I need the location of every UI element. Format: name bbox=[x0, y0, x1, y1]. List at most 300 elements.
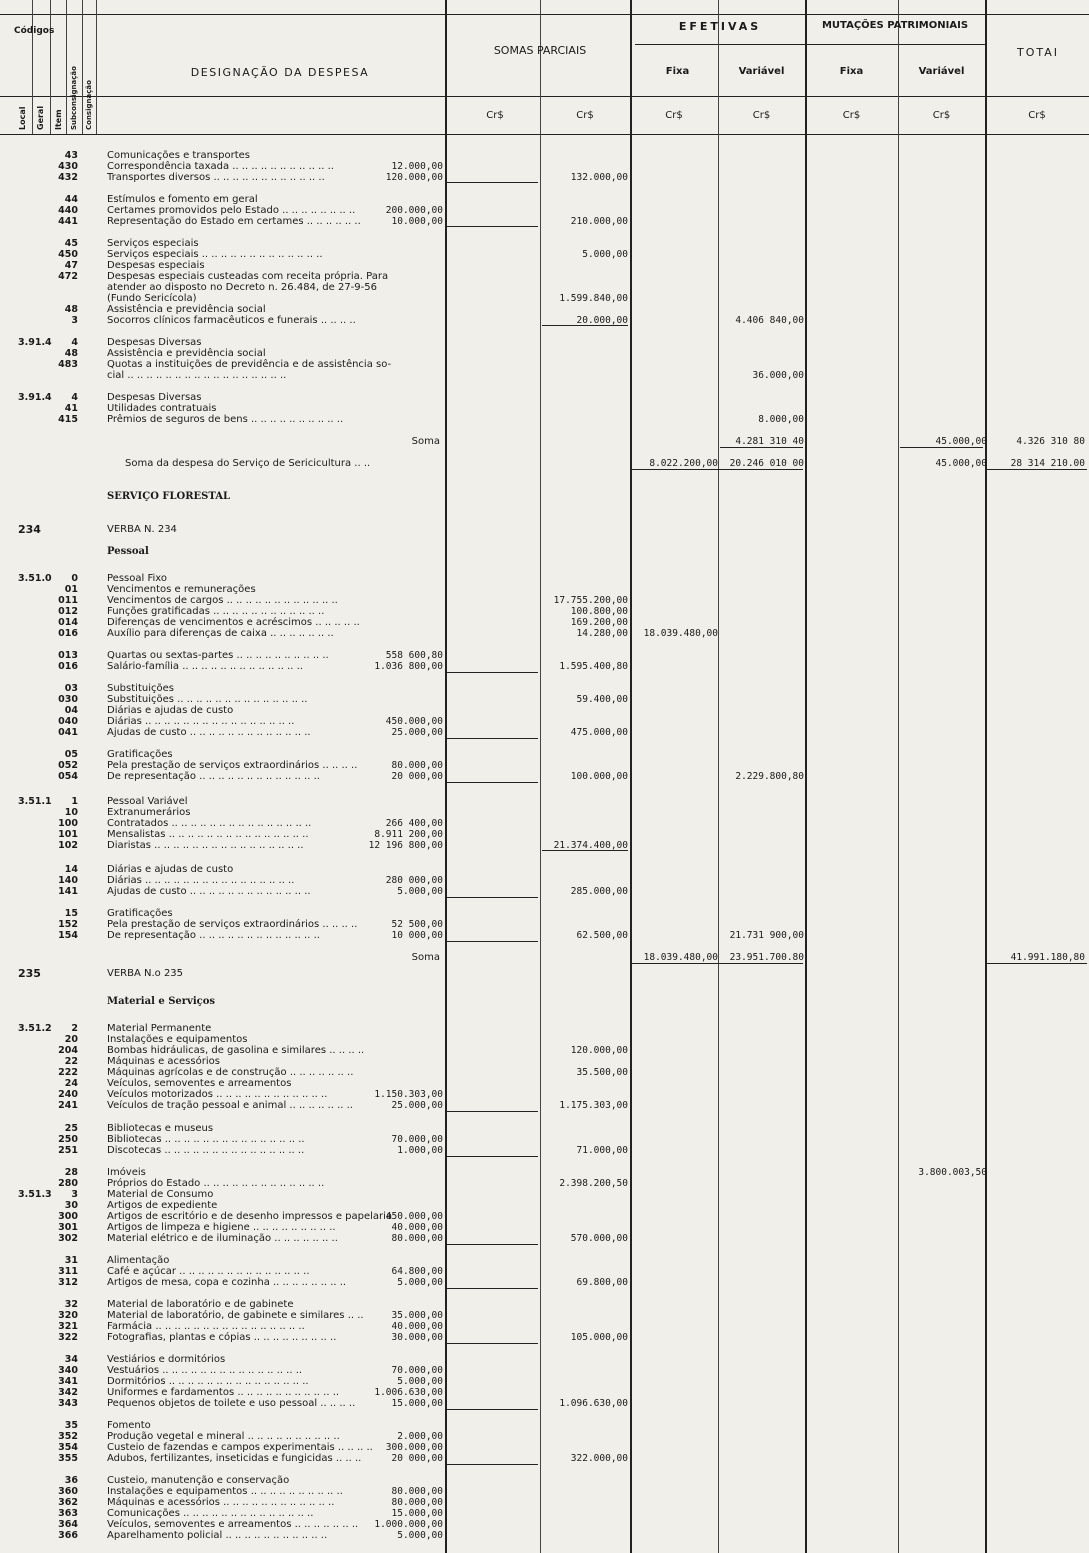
table-row bbox=[0, 1233, 1089, 1244]
amount-c2: 59.400,00 bbox=[576, 694, 628, 705]
table-row bbox=[0, 1530, 1089, 1541]
item-code: 430 bbox=[58, 161, 78, 172]
expense-description: Ajudas de custo .. .. .. .. .. .. .. .. .. .. .. .. .. bbox=[107, 886, 311, 897]
expense-description: Máquinas e acessórios bbox=[107, 1056, 220, 1067]
amount-c1: 300.000,00 bbox=[385, 1442, 443, 1453]
expense-description: Material elétrico e de iluminação .. .. .. .. .. .. .. bbox=[107, 1233, 338, 1244]
expense-description: Auxílio para diferenças de caixa .. .. .. .. .. .. .. bbox=[107, 628, 334, 639]
table-row bbox=[0, 370, 1089, 381]
header-efetivas-variavel: Variável bbox=[738, 66, 785, 77]
table-row bbox=[0, 1365, 1089, 1376]
table-row bbox=[0, 1023, 1089, 1034]
amount-c1: 558 600,80 bbox=[385, 650, 443, 661]
item-code: 241 bbox=[58, 1100, 78, 1111]
amount-c2: 120.000,00 bbox=[570, 1045, 628, 1056]
header-designacao: DESIGNAÇÃO DA DESPESA bbox=[190, 66, 370, 79]
table-row bbox=[0, 436, 1089, 447]
item-code: 05 bbox=[64, 749, 78, 760]
header-efetivas: EFETIVAS bbox=[678, 20, 762, 33]
expense-description: Gratificações bbox=[107, 749, 173, 760]
amount-c2: 5.000,00 bbox=[582, 249, 628, 260]
amount-c2: 21.374.400,00 bbox=[553, 840, 628, 851]
currency-total: Cr$ bbox=[1028, 110, 1046, 121]
amount-c1: 20 000,00 bbox=[391, 771, 443, 782]
expense-description: Substituições .. .. .. .. .. .. .. .. .. .. .. .. .. .. bbox=[107, 694, 308, 705]
amount-c1: 30.000,00 bbox=[391, 1332, 443, 1343]
table-row bbox=[0, 1508, 1089, 1519]
item-code: 48 bbox=[64, 304, 78, 315]
amount-c1: 450.000,00 bbox=[385, 1211, 443, 1222]
expense-description: Vestiários e dormitórios bbox=[107, 1354, 226, 1365]
item-code: 36 bbox=[64, 1475, 78, 1486]
table-row bbox=[0, 807, 1089, 818]
header-code-local: Local bbox=[18, 106, 27, 130]
item-code: 441 bbox=[58, 216, 78, 227]
amount-c1: 64.800,00 bbox=[391, 1266, 443, 1277]
item-code: 340 bbox=[58, 1365, 78, 1376]
item-code: 014 bbox=[58, 617, 78, 628]
soma-label: Soma bbox=[411, 952, 440, 963]
table-row bbox=[0, 337, 1089, 348]
item-code: 040 bbox=[58, 716, 78, 727]
item-code: 250 bbox=[58, 1134, 78, 1145]
amount-c4: 20.246 010 00 bbox=[729, 458, 804, 469]
amount-c2: 169.200,00 bbox=[570, 617, 628, 628]
expense-description: Material Permanente bbox=[107, 1023, 212, 1034]
item-code: 1 bbox=[71, 796, 78, 807]
amount-c1: 1.036 800,00 bbox=[374, 661, 443, 672]
amount-c1: 10.000,00 bbox=[391, 216, 443, 227]
item-code: 01 bbox=[64, 584, 78, 595]
currency-somas-2: Cr$ bbox=[576, 110, 594, 121]
amount-c1: 5.000,00 bbox=[397, 1277, 443, 1288]
expense-description: Utilidades contratuais bbox=[107, 403, 217, 414]
amount-c2: 132.000,00 bbox=[570, 172, 628, 183]
item-code: 14 bbox=[64, 864, 78, 875]
expense-description: SERVIÇO FLORESTAL bbox=[107, 491, 231, 502]
subtotal-rule bbox=[542, 325, 628, 326]
table-row bbox=[0, 683, 1089, 694]
table-row bbox=[0, 249, 1089, 260]
amount-c1: 80.000,00 bbox=[391, 1233, 443, 1244]
expense-description: Vestuários .. .. .. .. .. .. .. .. .. .. .. .. .. .. .. bbox=[107, 1365, 303, 1376]
header-mutacoes-fixa: Fixa bbox=[839, 66, 864, 77]
amount-c1: 40.000,00 bbox=[391, 1321, 443, 1332]
expense-description: Socorros clínicos farmacêuticos e funerais .. .. .. .. bbox=[107, 315, 356, 326]
table-row bbox=[0, 705, 1089, 716]
table-row bbox=[0, 919, 1089, 930]
expense-description: VERBA N.o 235 bbox=[107, 968, 184, 979]
amount-c4: 23.951.700.80 bbox=[729, 952, 804, 963]
amount-c4: 8.000,00 bbox=[758, 414, 804, 425]
item-code: 041 bbox=[58, 727, 78, 738]
amount-c7: 4.326 310 80 bbox=[1016, 436, 1085, 447]
item-code: 28 bbox=[64, 1167, 78, 1178]
amount-c3: 8.022.200,00 bbox=[649, 458, 718, 469]
header-mutacoes-variavel: Variável bbox=[918, 66, 965, 77]
expense-description: Máquinas e acessórios .. .. .. .. .. .. .. .. .. .. .. .. bbox=[107, 1497, 335, 1508]
item-code: 016 bbox=[58, 661, 78, 672]
item-code: 32 bbox=[64, 1299, 78, 1310]
table-row bbox=[0, 150, 1089, 161]
table-row bbox=[0, 727, 1089, 738]
expense-description: Material de Consumo bbox=[107, 1189, 214, 1200]
table-row bbox=[0, 1387, 1089, 1398]
expense-description: Despesas Diversas bbox=[107, 337, 202, 348]
table-row bbox=[0, 1486, 1089, 1497]
table-row bbox=[0, 1497, 1089, 1508]
item-code: 415 bbox=[58, 414, 78, 425]
expense-description: Alimentação bbox=[107, 1255, 170, 1266]
expense-description: Serviços especiais .. .. .. .. .. .. .. .. .. .. .. .. .. bbox=[107, 249, 323, 260]
table-row bbox=[0, 1321, 1089, 1332]
item-code: 360 bbox=[58, 1486, 78, 1497]
item-code: 222 bbox=[58, 1067, 78, 1078]
expense-description: Comunicações .. .. .. .. .. .. .. .. .. .. .. .. .. .. bbox=[107, 1508, 314, 1519]
expense-description: Prêmios de seguros de bens .. .. .. .. .. .. .. .. .. .. bbox=[107, 414, 344, 425]
item-code: 15 bbox=[64, 908, 78, 919]
expense-description: Serviços especiais bbox=[107, 238, 199, 249]
table-row bbox=[0, 1453, 1089, 1464]
expense-description: Material e Serviços bbox=[107, 996, 216, 1007]
header-code-geral: Geral bbox=[36, 105, 45, 130]
item-code: 204 bbox=[58, 1045, 78, 1056]
expense-description: Bombas hidráulicas, de gasolina e similares .. .. .. .. bbox=[107, 1045, 365, 1056]
currency-efetivas-fixa: Cr$ bbox=[665, 110, 683, 121]
expense-description: Dormitórios .. .. .. .. .. .. .. .. .. .. .. .. .. .. .. bbox=[107, 1376, 309, 1387]
item-code: 34 bbox=[64, 1354, 78, 1365]
item-code: 240 bbox=[58, 1089, 78, 1100]
table-row bbox=[0, 260, 1089, 271]
table-row bbox=[0, 796, 1089, 807]
expense-description: Artigos de limpeza e higiene .. .. .. .. .. .. .. .. .. bbox=[107, 1222, 336, 1233]
table-row bbox=[0, 829, 1089, 840]
table-row bbox=[0, 1222, 1089, 1233]
table-row bbox=[0, 628, 1089, 639]
expense-description: Diárias .. .. .. .. .. .. .. .. .. .. .. .. .. .. .. .. bbox=[107, 716, 295, 727]
table-row bbox=[0, 1420, 1089, 1431]
table-row bbox=[0, 1145, 1089, 1156]
item-code: 432 bbox=[58, 172, 78, 183]
subtotal-rule bbox=[900, 447, 983, 448]
amount-c2: 1.599.840,00 bbox=[559, 293, 628, 304]
expense-description: Máquinas agrícolas e de construção .. .. .. .. .. .. .. bbox=[107, 1067, 354, 1078]
expense-description: Diárias e ajudas de custo bbox=[107, 864, 234, 875]
item-code: 450 bbox=[58, 249, 78, 260]
item-code: 321 bbox=[58, 1321, 78, 1332]
amount-c1: 2.000,00 bbox=[397, 1431, 443, 1442]
header-efetivas-fixa: Fixa bbox=[665, 66, 690, 77]
expense-description: Custeio de fazendas e campos experimentais .. .. .. .. bbox=[107, 1442, 373, 1453]
item-code: 052 bbox=[58, 760, 78, 771]
amount-c1: 1.000.000,00 bbox=[374, 1519, 443, 1530]
expense-description: Fotografias, plantas e cópias .. .. .. .. .. .. .. .. .. bbox=[107, 1332, 337, 1343]
item-code: 43 bbox=[64, 150, 78, 161]
expense-description: Diárias .. .. .. .. .. .. .. .. .. .. .. .. .. .. .. .. bbox=[107, 875, 295, 886]
table-row bbox=[0, 1354, 1089, 1365]
expense-description: Artigos de expediente bbox=[107, 1200, 218, 1211]
item-code: 364 bbox=[58, 1519, 78, 1530]
subtotal-rule bbox=[447, 1156, 538, 1157]
item-code: 311 bbox=[58, 1266, 78, 1277]
amount-c2: 475.000,00 bbox=[570, 727, 628, 738]
expense-description: Pessoal Variável bbox=[107, 796, 188, 807]
item-code: 0 bbox=[71, 573, 78, 584]
expense-description: Extranumerários bbox=[107, 807, 191, 818]
subtotal-rule bbox=[447, 672, 538, 673]
item-code: 341 bbox=[58, 1376, 78, 1387]
item-code: 472 bbox=[58, 271, 78, 282]
amount-c7: 28 314 210.00 bbox=[1010, 458, 1085, 469]
table-row bbox=[0, 908, 1089, 919]
table-row bbox=[0, 864, 1089, 875]
expense-description: Pessoal Fixo bbox=[107, 573, 167, 584]
table-row bbox=[0, 1056, 1089, 1067]
expense-description: Artigos de mesa, copa e cozinha .. .. .. .. .. .. .. .. bbox=[107, 1277, 347, 1288]
table-row bbox=[0, 606, 1089, 617]
table-row bbox=[0, 1089, 1089, 1100]
expense-description: Estímulos e fomento em geral bbox=[107, 194, 258, 205]
amount-c1: 70.000,00 bbox=[391, 1134, 443, 1145]
expense-description: Pequenos objetos de toilete e uso pessoal .. .. .. .. bbox=[107, 1398, 356, 1409]
amount-c1: 25.000,00 bbox=[391, 1100, 443, 1111]
expense-description: Bibliotecas .. .. .. .. .. .. .. .. .. .. .. .. .. .. .. bbox=[107, 1134, 305, 1145]
verba-tag: 234 bbox=[18, 523, 41, 536]
amount-c1: 450.000,00 bbox=[385, 716, 443, 727]
amount-c1: 20 000,00 bbox=[391, 1453, 443, 1464]
item-code: 35 bbox=[64, 1420, 78, 1431]
table-row bbox=[0, 818, 1089, 829]
expense-description: Assistência e previdência social bbox=[107, 304, 266, 315]
item-code: 355 bbox=[58, 1453, 78, 1464]
subtotal-rule bbox=[447, 1409, 538, 1410]
table-row bbox=[0, 694, 1089, 705]
amount-c1: 10 000,00 bbox=[391, 930, 443, 941]
item-code: 301 bbox=[58, 1222, 78, 1233]
amount-c2: 100.800,00 bbox=[570, 606, 628, 617]
amount-c1: 120.000,00 bbox=[385, 172, 443, 183]
expense-description: Adubos, fertilizantes, inseticidas e fungicidas .. .. .. bbox=[107, 1453, 362, 1464]
subtotal-rule bbox=[447, 1288, 538, 1289]
expense-description: Certames promovidos pelo Estado .. .. .. .. .. .. .. .. bbox=[107, 205, 356, 216]
subtotal-rule bbox=[447, 1343, 538, 1344]
subtotal-rule bbox=[447, 226, 538, 227]
header-codigos: Códigos bbox=[14, 26, 55, 36]
item-code: 322 bbox=[58, 1332, 78, 1343]
item-code: 30 bbox=[64, 1200, 78, 1211]
item-code: 302 bbox=[58, 1233, 78, 1244]
item-code: 362 bbox=[58, 1497, 78, 1508]
subtotal-rule bbox=[447, 1111, 538, 1112]
header-code-consignacao: Consignação bbox=[85, 80, 93, 130]
expense-description: Veículos motorizados .. .. .. .. .. .. .. .. .. .. .. .. bbox=[107, 1089, 328, 1100]
table-row bbox=[0, 458, 1089, 469]
item-code: 20 bbox=[64, 1034, 78, 1045]
table-row bbox=[0, 760, 1089, 771]
expense-description: Funções gratificadas .. .. .. .. .. .. .. .. .. .. .. .. bbox=[107, 606, 325, 617]
item-code: 101 bbox=[58, 829, 78, 840]
table-row bbox=[0, 573, 1089, 584]
table-row bbox=[0, 716, 1089, 727]
expense-description: Quotas a instituições de previdência e de assistência so- bbox=[107, 359, 392, 370]
expense-description: Café e açúcar .. .. .. .. .. .. .. .. .. .. .. .. .. .. bbox=[107, 1266, 310, 1277]
header-code-subconsignacao: Subconsignação bbox=[70, 66, 78, 130]
local-code: 3.51.3 bbox=[18, 1189, 52, 1200]
item-code: 102 bbox=[58, 840, 78, 851]
amount-c1: 15.000,00 bbox=[391, 1508, 443, 1519]
item-code: 366 bbox=[58, 1530, 78, 1541]
table-row bbox=[0, 392, 1089, 403]
expense-description: Transportes diversos .. .. .. .. .. .. .. .. .. .. .. .. bbox=[107, 172, 325, 183]
expense-description: Ajudas de custo .. .. .. .. .. .. .. .. .. .. .. .. .. bbox=[107, 727, 311, 738]
amount-c2: 2.398.200,50 bbox=[559, 1178, 628, 1189]
table-row bbox=[0, 1067, 1089, 1078]
amount-c2: 69.800,00 bbox=[576, 1277, 628, 1288]
table-row bbox=[0, 293, 1089, 304]
item-code: 016 bbox=[58, 628, 78, 639]
item-code: 3 bbox=[71, 1189, 78, 1200]
item-code: 300 bbox=[58, 1211, 78, 1222]
item-code: 440 bbox=[58, 205, 78, 216]
table-row bbox=[0, 617, 1089, 628]
amount-c2: 105.000,00 bbox=[570, 1332, 628, 1343]
subtotal-rule bbox=[987, 469, 1087, 470]
expense-description: Próprios do Estado .. .. .. .. .. .. .. .. .. .. .. .. .. bbox=[107, 1178, 325, 1189]
item-code: 154 bbox=[58, 930, 78, 941]
local-code: 3.51.0 bbox=[18, 573, 52, 584]
currency-mutacoes-fixa: Cr$ bbox=[842, 110, 861, 121]
table-row bbox=[0, 1078, 1089, 1089]
expense-description: Veículos de tração pessoal e animal .. .. .. .. .. .. .. bbox=[107, 1100, 353, 1111]
expense-description: Soma da despesa do Serviço de Sericicultura .. .. bbox=[125, 458, 371, 469]
item-code: 44 bbox=[64, 194, 78, 205]
amount-c1: 12 196 800,00 bbox=[368, 840, 443, 851]
amount-c2: 285.000,00 bbox=[570, 886, 628, 897]
amount-c2: 20.000,00 bbox=[576, 315, 628, 326]
expense-description: Pela prestação de serviços extraordinários .. .. .. .. bbox=[107, 760, 358, 771]
item-code: 140 bbox=[58, 875, 78, 886]
amount-c1: 15.000,00 bbox=[391, 1398, 443, 1409]
expense-description: Custeio, manutenção e conservação bbox=[107, 1475, 290, 1486]
item-code: 343 bbox=[58, 1398, 78, 1409]
expense-description: Vencimentos de cargos .. .. .. .. .. .. .. .. .. .. .. .. bbox=[107, 595, 338, 606]
soma-label: Soma bbox=[411, 436, 440, 447]
subtotal-rule bbox=[632, 963, 803, 964]
table-row bbox=[0, 650, 1089, 661]
expense-description: Instalações e equipamentos .. .. .. .. .. .. .. .. .. .. bbox=[107, 1486, 343, 1497]
currency-efetivas-variavel: Cr$ bbox=[752, 110, 771, 121]
table-row bbox=[0, 1376, 1089, 1387]
amount-c2: 1.595.400,80 bbox=[559, 661, 628, 672]
table-row bbox=[0, 1475, 1089, 1486]
item-code: 363 bbox=[58, 1508, 78, 1519]
expense-description: Veículos, semoventes e arreamentos bbox=[107, 1078, 292, 1089]
table-row bbox=[0, 1167, 1089, 1178]
table-row bbox=[0, 348, 1089, 359]
amount-c1: 266 400,00 bbox=[385, 818, 443, 829]
table-row bbox=[0, 661, 1089, 672]
item-code: 483 bbox=[58, 359, 78, 370]
currency-mutacoes-variavel: Cr$ bbox=[932, 110, 951, 121]
item-code: 100 bbox=[58, 818, 78, 829]
table-row bbox=[0, 238, 1089, 249]
table-row bbox=[0, 1310, 1089, 1321]
header-somas-parciais: SOMAS PARCIAIS bbox=[493, 44, 587, 57]
item-code: 04 bbox=[64, 705, 78, 716]
amount-c3: 18.039.480,00 bbox=[643, 952, 718, 963]
expense-description: Produção vegetal e mineral .. .. .. .. .. .. .. .. .. .. bbox=[107, 1431, 340, 1442]
subtotal-rule bbox=[447, 1244, 538, 1245]
item-code: 47 bbox=[64, 260, 78, 271]
amount-c1: 70.000,00 bbox=[391, 1365, 443, 1376]
item-code: 45 bbox=[64, 238, 78, 249]
amount-c1: 1.006.630,00 bbox=[374, 1387, 443, 1398]
item-code: 10 bbox=[64, 807, 78, 818]
amount-c2: 1.096.630,00 bbox=[559, 1398, 628, 1409]
table-row bbox=[0, 282, 1089, 293]
local-code: 3.51.2 bbox=[18, 1023, 52, 1034]
table-row bbox=[0, 749, 1089, 760]
amount-c6: 3.800.003,50 bbox=[918, 1167, 987, 1178]
table-row bbox=[0, 584, 1089, 595]
expense-description: Salário-família .. .. .. .. .. .. .. .. .. .. .. .. .. bbox=[107, 661, 304, 672]
table-row bbox=[0, 546, 1089, 557]
item-code: 24 bbox=[64, 1078, 78, 1089]
table-row bbox=[0, 875, 1089, 886]
amount-c1: 5.000,00 bbox=[397, 886, 443, 897]
subtotal-rule bbox=[632, 469, 803, 470]
table-row bbox=[0, 205, 1089, 216]
amount-c2: 71.000,00 bbox=[576, 1145, 628, 1156]
table-row bbox=[0, 271, 1089, 282]
expense-description: Fomento bbox=[107, 1420, 151, 1431]
item-code: 22 bbox=[64, 1056, 78, 1067]
subtotal-rule bbox=[447, 941, 538, 942]
amount-c1: 8.911 200,00 bbox=[374, 829, 443, 840]
amount-c1: 80.000,00 bbox=[391, 760, 443, 771]
table-row bbox=[0, 1255, 1089, 1266]
table-row bbox=[0, 1189, 1089, 1200]
item-code: 012 bbox=[58, 606, 78, 617]
table-row bbox=[0, 1277, 1089, 1288]
expense-description: Veículos, semoventes e arreamentos .. .. .. .. .. .. .. bbox=[107, 1519, 359, 1530]
table-row bbox=[0, 1332, 1089, 1343]
amount-c1: 25.000,00 bbox=[391, 727, 443, 738]
item-code: 31 bbox=[64, 1255, 78, 1266]
table-row bbox=[0, 194, 1089, 205]
local-code: 3.91.4 bbox=[18, 392, 52, 403]
item-code: 4 bbox=[71, 392, 78, 403]
table-row bbox=[0, 771, 1089, 782]
expense-description: Pessoal bbox=[107, 546, 149, 557]
expense-description: Gratificações bbox=[107, 908, 173, 919]
item-code: 352 bbox=[58, 1431, 78, 1442]
table-row bbox=[0, 172, 1089, 183]
table-row bbox=[0, 216, 1089, 227]
item-code: 3 bbox=[71, 315, 78, 326]
item-code: 013 bbox=[58, 650, 78, 661]
amount-c2: 100.000,00 bbox=[570, 771, 628, 782]
header-mutacoes: MUTAÇÕES PATRIMONIAIS bbox=[821, 20, 969, 31]
item-code: 25 bbox=[64, 1123, 78, 1134]
expense-description: Despesas Diversas bbox=[107, 392, 202, 403]
expense-description: Uniformes e fardamentos .. .. .. .. .. .. .. .. .. .. .. bbox=[107, 1387, 340, 1398]
expense-description: Contratados .. .. .. .. .. .. .. .. .. .. .. .. .. .. .. bbox=[107, 818, 312, 829]
verba-tag: 235 bbox=[18, 967, 41, 980]
header-total: TOTAI bbox=[1016, 46, 1059, 59]
expense-description: Farmácia .. .. .. .. .. .. .. .. .. .. .. .. .. .. .. .. bbox=[107, 1321, 305, 1332]
table-row bbox=[0, 595, 1089, 606]
